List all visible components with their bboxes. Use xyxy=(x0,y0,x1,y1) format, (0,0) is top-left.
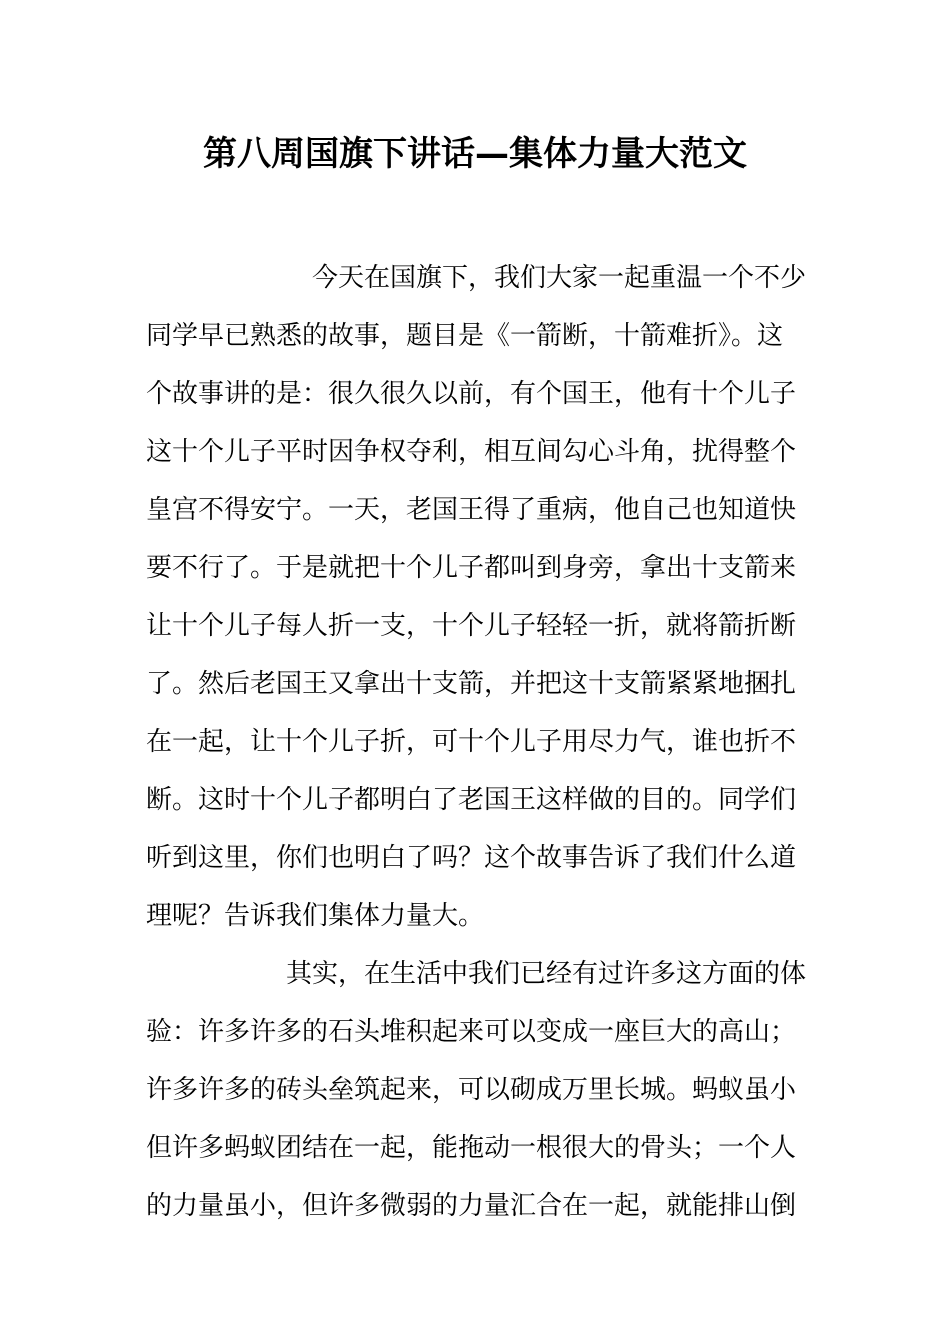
paragraph-2-line-4: 但许多蚂蚁团结在一起，能拖动一根很大的骨头；一个人 xyxy=(146,1133,797,1163)
paragraph-2-line-3: 许多许多的砖头垒筑起来，可以砌成万里长城。蚂蚁虽小 xyxy=(146,1075,797,1105)
paragraph-1-line-7: 让十个儿子每人折一支，十个儿子轻轻一折，就将箭折断 xyxy=(146,611,797,641)
paragraph-2-line-5: 的力量虽小，但许多微弱的力量汇合在一起，就能排山倒 xyxy=(146,1191,797,1221)
paragraph-2-line-1: 其实，在生活中我们已经有过许多这方面的体 xyxy=(286,959,806,989)
paragraph-1-line-6: 要不行了。于是就把十个儿子都叫到身旁，拿出十支箭来 xyxy=(146,553,797,583)
paragraph-1-line-4: 这十个儿子平时因争权夺利，相互间勾心斗角，扰得整个 xyxy=(146,437,797,467)
paragraph-2-line-2: 验：许多许多的石头堆积起来可以变成一座巨大的高山； xyxy=(146,1017,797,1047)
paragraph-1-line-9: 在一起，让十个儿子折，可十个儿子用尽力气，谁也折不 xyxy=(146,727,797,757)
paragraph-1-line-2: 同学早已熟悉的故事，题目是《一箭断，十箭难折》。这 xyxy=(146,321,784,351)
document-title: 第八周国旗下讲话—集体力量大范文 xyxy=(203,134,747,174)
paragraph-1-line-3: 个故事讲的是：很久很久以前，有个国王，他有十个儿子 xyxy=(146,379,797,409)
paragraph-1-line-1: 今天在国旗下，我们大家一起重温一个不少 xyxy=(312,263,806,293)
paragraph-1-line-12: 理呢？告诉我们集体力量大。 xyxy=(146,901,485,931)
paragraph-1-line-8: 了。然后老国王又拿出十支箭，并把这十支箭紧紧地捆扎 xyxy=(146,669,797,699)
paragraph-1-line-5: 皇宫不得安宁。一天，老国王得了重病，他自己也知道快 xyxy=(146,495,797,525)
paragraph-1-line-10: 断。这时十个儿子都明白了老国王这样做的目的。同学们 xyxy=(146,785,797,815)
paragraph-1-line-11: 听到这里，你们也明白了吗？这个故事告诉了我们什么道 xyxy=(146,843,797,873)
